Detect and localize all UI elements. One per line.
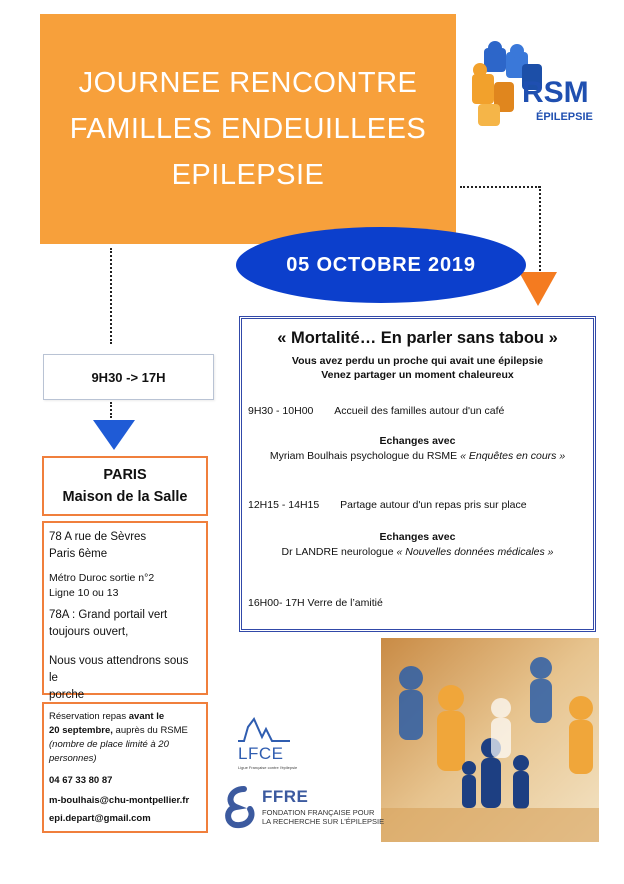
program-echange-1-topic: « Enquêtes en cours » — [460, 450, 566, 462]
program-item-2-time: 12H15 - 14H15 — [248, 499, 320, 511]
program-box — [239, 316, 596, 632]
ffre-subtitle — [262, 808, 384, 826]
ffre-subtitle-1: FONDATION FRANÇAISE POUR — [262, 808, 375, 817]
venue-box — [42, 456, 208, 516]
program-item-2 — [248, 499, 527, 511]
program-echange-1 — [242, 450, 593, 462]
ffre-subtitle-2: LA RECHERCHE SUR L’ÉPILEPSIE — [262, 817, 385, 826]
hours-text: 9H30 -> 17H — [91, 369, 166, 385]
event-date: 05 OCTOBRE 2019 — [286, 253, 476, 276]
contact-before: avant le — [128, 711, 165, 722]
contact-phone: 04 67 33 80 87 — [49, 775, 113, 786]
contact-reservation: Réservation repas — [49, 711, 127, 722]
program-item-1-time: 9H30 - 10H00 — [248, 405, 314, 417]
program-headline: « Mortalité… En parler sans tabou » — [277, 329, 558, 347]
contact-deadline: 20 septembre, — [49, 725, 113, 736]
program-item-2-text: Partage autour d'un repas pris sur place — [340, 499, 527, 511]
ffre-symbol-icon — [220, 785, 260, 831]
program-echange-2-topic: « Nouvelles données médicales » — [396, 546, 554, 558]
rsm-logo-name: RSM — [522, 76, 589, 109]
lfce-name: LFCE — [238, 744, 284, 763]
address-gate-2: toujours ouvert, — [49, 626, 129, 638]
address-district: Paris 6ème — [49, 548, 108, 560]
rsm-logo-subtitle: ÉPILEPSIE — [536, 111, 593, 123]
contact-with: auprès du RSME — [115, 725, 188, 736]
program-item-1 — [248, 405, 504, 417]
program-echange-2 — [242, 546, 593, 558]
connector-dots-v — [539, 186, 541, 274]
address-metro: Métro Duroc sortie n°2 — [49, 572, 155, 584]
ffre-name: FFRE — [262, 787, 309, 806]
left-connector-dots-bottom — [110, 402, 112, 418]
contact-email-2[interactable]: epi.depart@gmail.com — [49, 813, 151, 824]
rsm-logo — [462, 40, 620, 132]
address-welcome-1: Nous vous attendrons sous le — [49, 655, 189, 684]
title-line-2: FAMILLES ENDEUILLEES — [69, 113, 427, 145]
program-echange-1-person: Myriam Boulhais psychologue du RSME — [269, 450, 461, 462]
program-item-3: 16H00- 17H Verre de l’amitié — [248, 597, 383, 609]
venue-name: Maison de la Salle — [62, 489, 188, 505]
program-sub-1: Vous avez perdu un proche qui avait une épilepsie — [291, 355, 544, 367]
title-box — [40, 14, 456, 244]
program-echange-2-person: Dr LANDRE neurologue — [281, 546, 397, 558]
connector-dots-h — [460, 186, 540, 188]
ffre-logo — [220, 785, 390, 835]
contact-email-1[interactable]: m-boulhais@chu-montpellier.fr — [49, 795, 190, 806]
venue-city: PARIS — [103, 467, 147, 483]
contact-box — [42, 702, 208, 833]
title-line-1: JOURNEE RENCONTRE — [78, 67, 418, 99]
address-lines: Ligne 10 ou 13 — [49, 587, 119, 599]
program-echange-1-title: Echanges avec — [379, 435, 456, 447]
address-street: 78 A rue de Sèvres — [49, 531, 147, 543]
address-gate-1: 78A : Grand portail vert — [49, 609, 168, 621]
blue-down-arrow-icon — [93, 420, 135, 450]
program-sub-2: Venez partager un moment chaleureux — [321, 369, 514, 381]
program-item-1-text: Accueil des familles autour d'un café — [334, 405, 505, 417]
address-box — [42, 521, 208, 701]
title-line-3: EPILEPSIE — [171, 159, 325, 191]
orange-down-arrow-icon — [519, 272, 557, 306]
lfce-wave-icon — [230, 715, 300, 745]
address-welcome-2: porche — [49, 689, 85, 701]
left-connector-dots-top — [110, 248, 112, 344]
lfce-tagline: Ligue Française contre l'épilepsie — [238, 765, 298, 770]
date-ellipse — [236, 227, 526, 303]
hours-box — [43, 354, 214, 400]
program-echange-2-title: Echanges avec — [379, 531, 456, 543]
contact-note: (nombre de place limité à 20 personnes) — [49, 739, 169, 764]
paper-people-photo — [381, 638, 599, 842]
lfce-logo — [230, 715, 300, 775]
